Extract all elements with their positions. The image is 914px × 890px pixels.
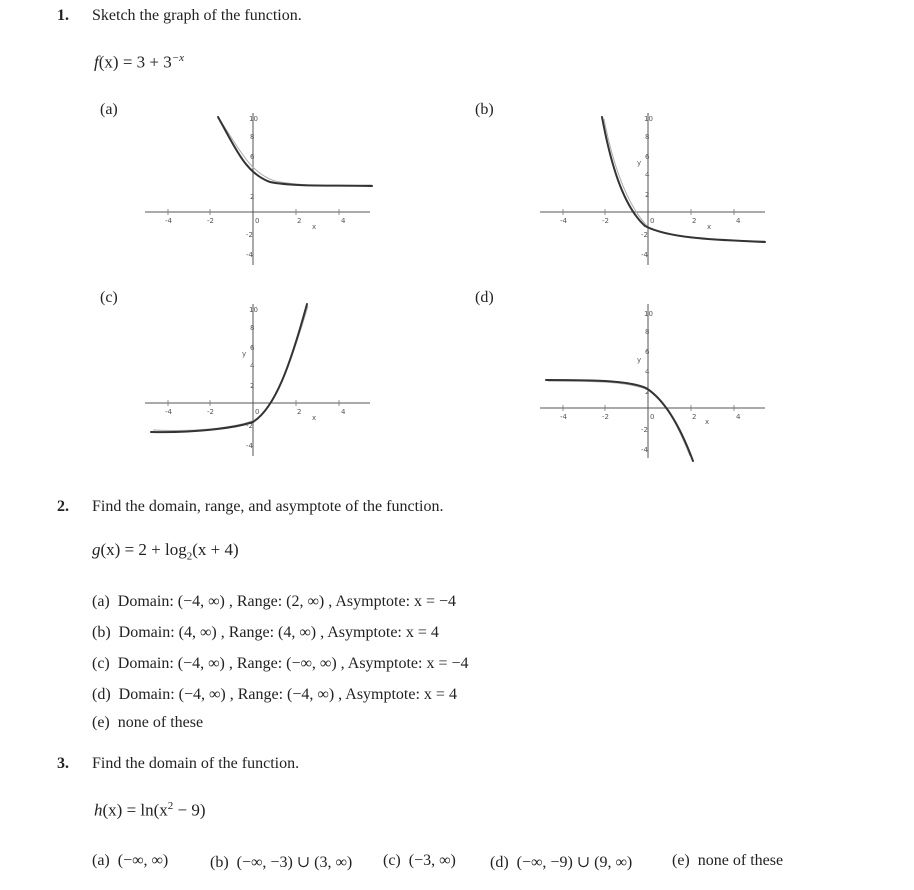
y-tick-label: 4: [645, 368, 650, 376]
y-tick-label: 10: [644, 310, 653, 318]
graph-d-label: (d): [475, 289, 494, 306]
function-tail: − 9): [173, 800, 206, 820]
y-tick-label: 10: [644, 115, 653, 123]
function-exponent: −x: [171, 52, 185, 64]
function-exponent: 2: [167, 800, 174, 812]
q2-choice-d[interactable]: [92, 686, 457, 704]
graph-c-curve: [151, 304, 307, 432]
graph-d-curve: [546, 380, 693, 461]
choice-label: (c): [383, 852, 401, 869]
function-name: g: [92, 540, 101, 559]
y-tick-label: 6: [645, 153, 650, 161]
y-tick-label: -4: [641, 251, 648, 259]
y-tick-label: -4: [246, 251, 253, 259]
x-tick-label: 2: [297, 408, 302, 416]
q2-choice-e[interactable]: [92, 714, 203, 732]
q2-choice-b[interactable]: [92, 624, 439, 642]
function-name: f: [94, 52, 99, 72]
x-tick-label: -4: [165, 217, 172, 225]
question-3-number: 3.: [57, 755, 69, 772]
choice-label: (a): [92, 593, 110, 610]
graph-a-label: (a): [100, 101, 118, 118]
graph-b-curve: [602, 117, 765, 242]
question-3-prompt: Find the domain of the function.: [92, 755, 300, 772]
q3-choice-e[interactable]: [672, 852, 783, 870]
choice-label: (e): [92, 714, 110, 731]
x-axis-label: x: [705, 418, 710, 426]
question-1-prompt: Sketch the graph of the function.: [92, 7, 302, 24]
x-tick-label: 4: [736, 413, 741, 421]
choice-text: (−∞, −3) ∪ (3, ∞): [236, 854, 353, 871]
x-tick-label: 0: [650, 217, 655, 225]
y-tick-label: -2: [246, 231, 253, 239]
function-arg: (x + 4): [192, 540, 239, 559]
x-tick-label: -2: [207, 408, 214, 416]
function-body: (x) = 2 + log: [100, 540, 187, 559]
choice-label: (c): [92, 655, 110, 672]
x-axis-label: x: [312, 414, 317, 422]
choice-text: Domain: (−4, ∞) , Range: (−4, ∞) , Asymptote: x = 4: [118, 686, 457, 703]
question-2-function: [92, 540, 239, 562]
function-var: (x): [98, 52, 119, 72]
x-tick-label: 0: [650, 413, 655, 421]
y-tick-label: -2: [641, 231, 648, 239]
function-body: (x) = ln(x: [102, 800, 168, 820]
choice-text: none of these: [117, 714, 204, 731]
choice-label: (b): [210, 854, 229, 871]
y-axis-label: y: [637, 159, 642, 167]
y-tick-label: 10: [249, 115, 258, 123]
q3-choice-d[interactable]: [490, 852, 632, 872]
choice-text: Domain: (−4, ∞) , Range: (2, ∞) , Asymptote: x = −4: [117, 593, 457, 610]
log-base: 2: [186, 550, 193, 563]
function-name: h: [94, 800, 103, 820]
x-tick-label: 4: [341, 217, 346, 225]
function-eq: = 3 + 3: [118, 52, 172, 72]
choice-text: (−3, ∞): [408, 852, 456, 869]
y-axis-label: y: [242, 350, 247, 358]
x-tick-label: -4: [165, 408, 172, 416]
x-tick-label: 0: [255, 408, 260, 416]
choice-text: (−∞, ∞): [117, 852, 169, 869]
q3-choice-a[interactable]: [92, 852, 168, 870]
graph-a: [145, 105, 380, 270]
y-tick-label: 8: [250, 133, 255, 141]
question-2-prompt: Find the domain, range, and asymptote of the function.: [92, 498, 444, 515]
y-tick-label: 6: [645, 348, 650, 356]
question-1-number: 1.: [57, 7, 69, 24]
x-tick-label: 2: [297, 217, 302, 225]
x-tick-label: 2: [692, 217, 697, 225]
graph-d: [540, 296, 775, 466]
graph-b-label: (b): [475, 101, 494, 118]
y-tick-label: 2: [250, 193, 255, 201]
x-axis-label: x: [707, 223, 712, 231]
y-tick-label: -4: [246, 442, 253, 450]
y-tick-label: -2: [641, 426, 648, 434]
x-tick-label: 0: [255, 217, 260, 225]
choice-text: Domain: (4, ∞) , Range: (4, ∞) , Asymptote: x = 4: [118, 624, 439, 641]
y-tick-label: 10: [249, 306, 258, 314]
y-tick-label: 4: [645, 171, 650, 179]
choice-text: (−∞, −9) ∪ (9, ∞): [516, 854, 633, 871]
x-tick-label: 4: [341, 408, 346, 416]
y-tick-label: 8: [250, 324, 255, 332]
y-tick-label: 6: [250, 153, 255, 161]
q3-choice-c[interactable]: [383, 852, 456, 870]
q3-choice-b[interactable]: [210, 852, 352, 872]
graph-c: [145, 296, 380, 461]
y-tick-label: 2: [250, 382, 255, 390]
choice-label: (a): [92, 852, 110, 869]
choice-label: (b): [92, 624, 111, 641]
y-tick-label: 2: [645, 191, 650, 199]
question-2-number: 2.: [57, 498, 69, 515]
q2-choice-a[interactable]: [92, 593, 456, 611]
choice-text: Domain: (−4, ∞) , Range: (−∞, ∞) , Asymptote: x = −4: [117, 655, 469, 672]
choice-label: (d): [490, 854, 509, 871]
x-tick-label: -2: [602, 217, 609, 225]
x-tick-label: -2: [207, 217, 214, 225]
question-1-function: [94, 52, 184, 73]
y-tick-label: 6: [250, 344, 255, 352]
y-tick-label: 8: [645, 133, 650, 141]
x-tick-label: 4: [736, 217, 741, 225]
graph-c-label: (c): [100, 289, 118, 306]
y-tick-label: -4: [641, 446, 648, 454]
y-tick-label: -2: [246, 422, 253, 430]
x-tick-label: -4: [560, 413, 567, 421]
x-tick-label: -2: [602, 413, 609, 421]
choice-text: none of these: [697, 852, 784, 869]
choice-label: (d): [92, 686, 111, 703]
x-tick-label: -4: [560, 217, 567, 225]
y-tick-label: 8: [645, 328, 650, 336]
graph-b: [540, 105, 775, 270]
y-axis-label: y: [637, 356, 642, 364]
x-tick-label: 2: [692, 413, 697, 421]
y-tick-label: 2: [645, 388, 650, 396]
x-axis-label: x: [312, 223, 317, 231]
y-tick-label: 4: [250, 362, 255, 370]
question-3-function: [94, 800, 206, 821]
choice-label: (e): [672, 852, 690, 869]
q2-choice-c[interactable]: [92, 655, 468, 673]
